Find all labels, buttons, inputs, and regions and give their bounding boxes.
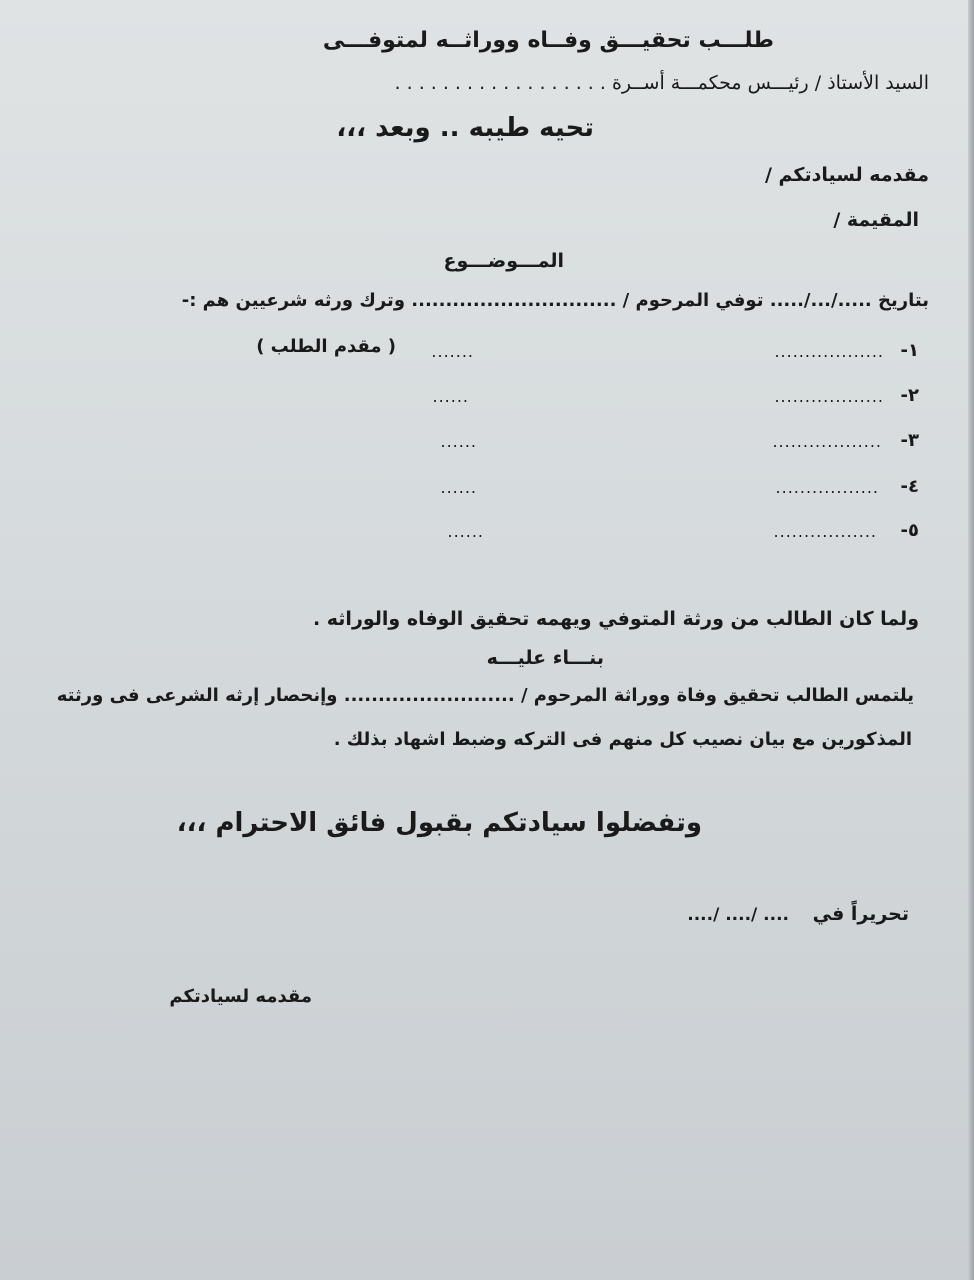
heir-number: ٤- — [900, 476, 919, 497]
heir-name-dots: ................. — [775, 478, 879, 497]
subject-heading: المـــوضـــوع — [443, 250, 564, 272]
greeting: تحيه طيبه .. وبعد ،،، — [336, 113, 594, 143]
residing-line: المقيمة / — [833, 209, 919, 231]
closing-line: وتفضلوا سيادتكم بقبول فائق الاحترام ،،، — [176, 808, 702, 838]
heir-number: ٥- — [900, 520, 919, 541]
date-value: ..../ ..../ .... — [687, 905, 789, 925]
request-line-1: يلتمس الطالب تحقيق وفاة ووراثة المرحوم / ......................... وإنحصار إرثه الشرعى فى ورثته — [56, 685, 914, 706]
heir-relation-dots: ....... — [431, 342, 474, 361]
heir-number: ٢- — [900, 385, 919, 406]
heir-name-dots: .................. — [772, 432, 882, 451]
heir-number: ١- — [900, 340, 919, 361]
heir-relation-dots: ...... — [440, 432, 477, 451]
applicant-note: ( مقدم الطلب ) — [256, 336, 396, 357]
heir-name-dots: .................. — [774, 342, 884, 361]
accordingly-heading: بنـــاء عليـــه — [486, 647, 604, 669]
document-title: طلـــب تحقيـــق وفــاه ووراثــه لمتوفـــى — [322, 28, 774, 53]
heir-number: ٣- — [900, 430, 919, 451]
addressee-line: السيد الأستاذ / رئيـــس محكمـــة أســرة . . . . . . . . . . . . . . . . . . — [394, 72, 929, 94]
heir-name-dots: ................. — [773, 522, 877, 541]
submitted-by-line: مقدمه لسيادتكم / — [764, 164, 929, 186]
death-statement: بتاريخ ...../.../..... توفي المرحوم / .............................. وترك ورثه شرعيين هم :- — [181, 290, 929, 311]
heir-relation-dots: ...... — [440, 478, 477, 497]
heir-relation-dots: ...... — [447, 522, 484, 541]
reason-paragraph: ولما كان الطالب من ورثة المتوفي ويهمه تحقيق الوفاه والوراثه . — [312, 608, 919, 630]
heir-relation-dots: ...... — [432, 387, 469, 406]
heir-name-dots: .................. — [774, 387, 884, 406]
paper-edge — [968, 0, 974, 1280]
date-label: تحريراً في — [812, 903, 909, 925]
signature-label: مقدمه لسيادتكم — [169, 986, 312, 1007]
request-line-2: المذكورين مع بيان نصيب كل منهم فى التركه وضبط اشهاد بذلك . — [333, 729, 912, 750]
